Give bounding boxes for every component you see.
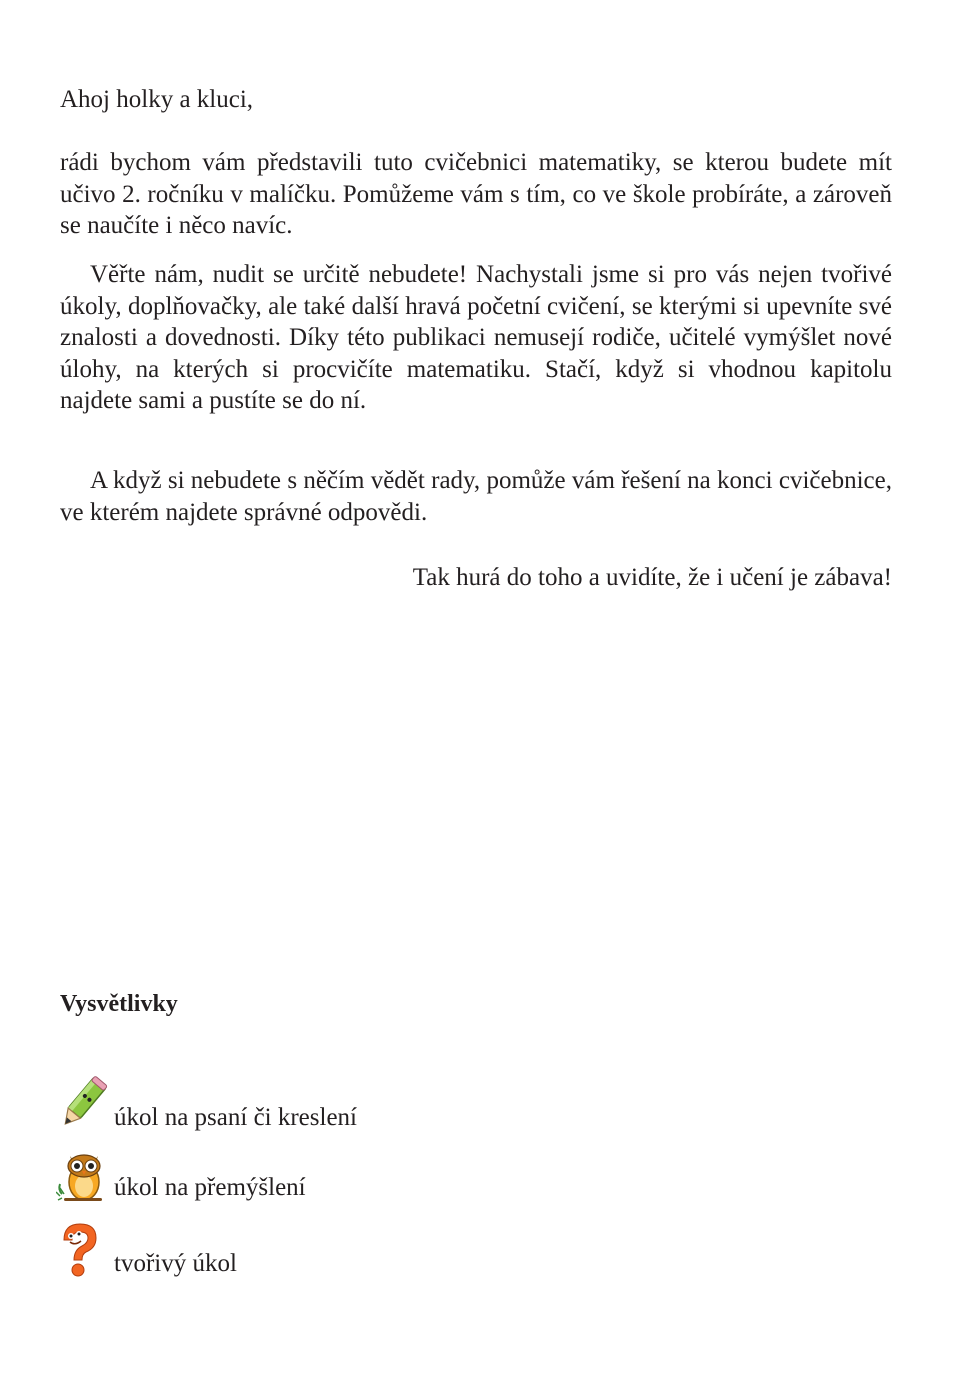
intro-paragraph-2: Věřte nám, nudit se určitě nebudete! Nachystali jsme si pro vás nejen tvořivé úkoly, doplňovačky, ale také další hravá početní cvičení, se kterými si upevníte své znalosti a dovednosti. Díky této publikaci nemusejí rodiče, učitelé vymýšlet nové úlohy, na kterých si procvičíte matematiku. Stačí, když si vhodnou kapitolu najdete sami a pustíte se do ní. xyxy=(60,261,892,414)
legend-title: Vysvětlivky xyxy=(60,991,178,1017)
legend-item-pencil xyxy=(56,1074,357,1134)
closing-line: Tak hurá do toho a uvidíte, že i učení je zábava! xyxy=(412,564,892,591)
greeting: Ahoj holky a kluci, xyxy=(60,86,254,113)
legend-label-pencil: úkol na psaní či kreslení xyxy=(114,1104,357,1131)
question-mark-icon xyxy=(56,1220,108,1280)
intro-paragraph-3: A když si nebudete s něčím vědět rady, pomůže vám řešení na konci cvičebnice, ve kterém najdete správné odpovědi. xyxy=(60,467,892,526)
legend-label-question: tvořivý úkol xyxy=(114,1250,237,1277)
legend-label-owl: úkol na přemýšlení xyxy=(114,1174,306,1201)
pencil-icon xyxy=(56,1074,108,1134)
legend-item-question xyxy=(56,1220,237,1280)
intro-paragraph-1: rádi bychom vám představili tuto cvičebnici matematiky, se kterou budete mít učivo 2. ročníku v malíčku. Pomůžeme vám s tím, co ve škole probíráte, a zároveň se naučíte i něco navíc. xyxy=(60,149,892,239)
owl-icon xyxy=(56,1144,108,1204)
legend-item-owl xyxy=(56,1144,306,1204)
